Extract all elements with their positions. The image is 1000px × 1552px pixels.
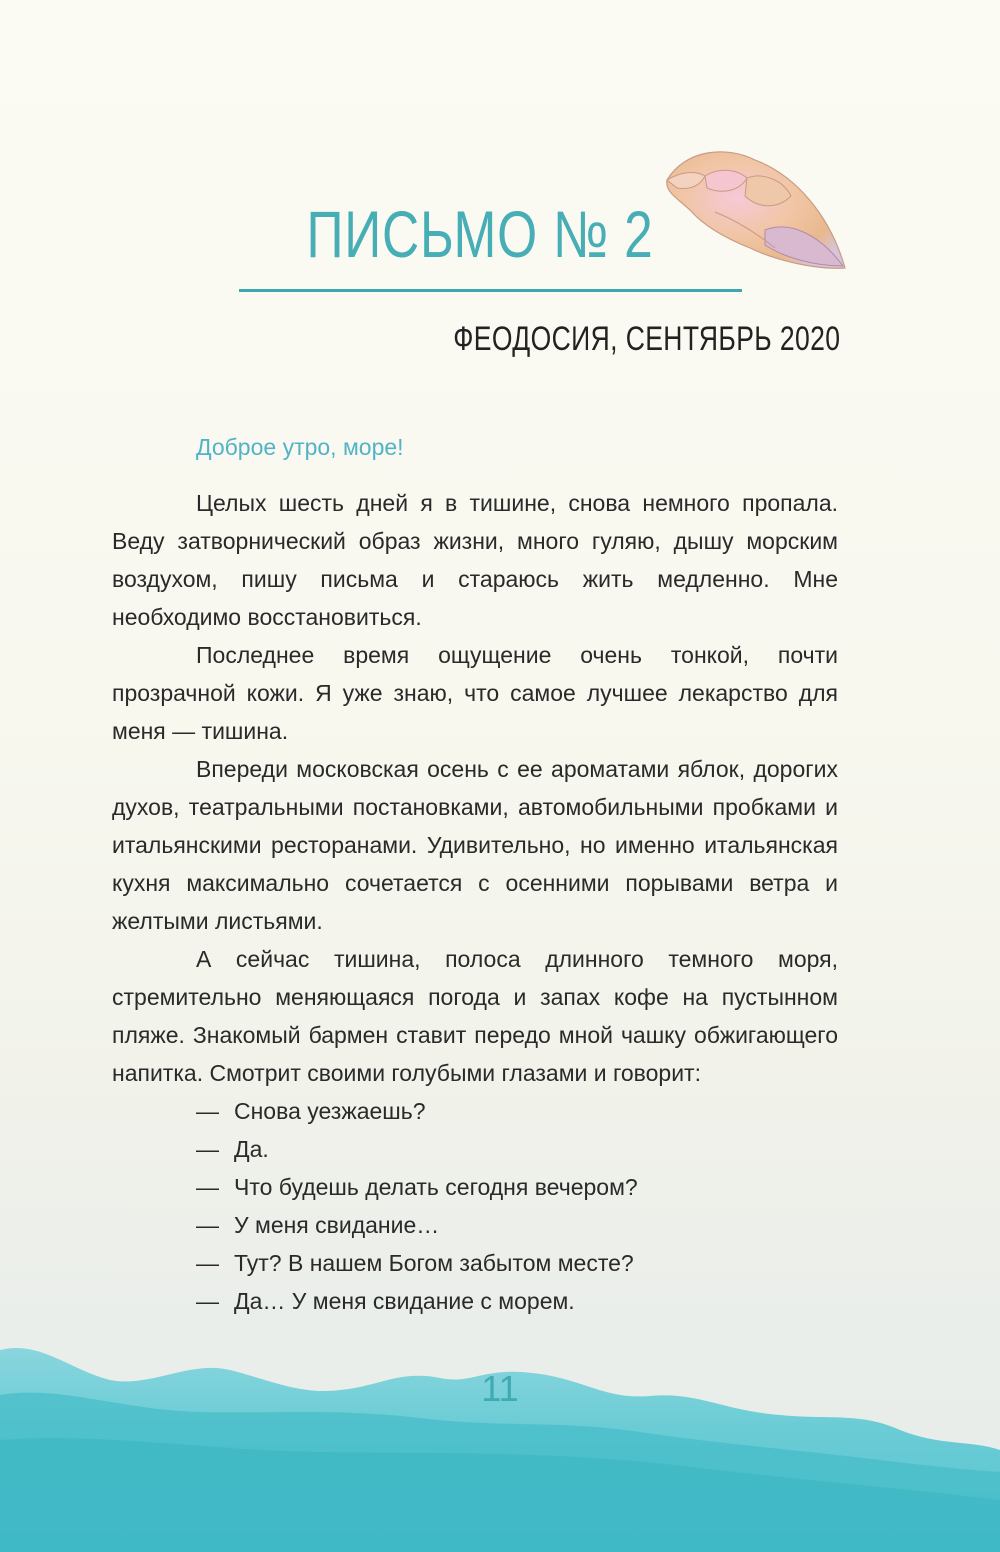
paragraph: Последнее время ощущение очень тонкой, почти прозрачной кожи. Я уже знаю, что самое лучшее лекарство для меня — тишина. [112,642,838,744]
dialogue-text: Что будешь делать сегодня вечером? [234,1174,638,1200]
sea-watercolor-band [0,1300,1000,1552]
chapter-title: ПИСЬМО № 2 [306,197,654,271]
dialogue-line [112,1168,838,1206]
letter-body [112,484,838,1320]
dialogue-dash: — [196,1174,219,1200]
dialogue-dash: — [196,1136,219,1162]
dialogue-line [112,1130,838,1168]
greeting-line: Доброе утро, море! [196,434,404,460]
letter-place-date: ФЕОДОСИЯ, СЕНТЯБРЬ 2020 [452,320,840,358]
dialogue-text: Тут? В нашем Богом забытом месте? [234,1250,634,1276]
dialogue-line [112,1092,838,1130]
paragraph: А сейчас тишина, полоса длинного темного моря, стремительно меняющаяся погода и запах кофе на пустынном пляже. Знакомый бармен ставит передо мной чашку обжигающего напитка. Смотрит своими голубыми глазами и говорит: [112,946,838,1086]
dialogue-text: Да… У меня свидание с морем. [234,1288,575,1314]
dialogue-dash: — [196,1288,219,1314]
dialogue-line [112,1206,838,1244]
dialogue-dash: — [196,1250,219,1276]
dialogue-text: У меня свидание… [234,1212,440,1238]
paragraph: Целых шесть дней я в тишине, снова немного пропала. Веду затворнический образ жизни, много гуляю, дышу морским воздухом, пишу письма и стараюсь жить медленно. Мне необходимо восстановиться. [112,490,838,630]
paragraph: Впереди московская осень с ее ароматами яблок, дорогих духов, театральными постановками, автомобильными пробками и итальянскими ресторанами. Удивительно, но именно итальянская кухня максимально сочетается с осенними порывами ветра и желтыми листьями. [112,756,838,934]
dialogue-text: Да. [234,1136,269,1162]
dialogue-text: Снова уезжаешь? [234,1098,426,1124]
dialogue-dash: — [196,1098,219,1124]
dialogue-dash: — [196,1212,219,1238]
dialogue-line [112,1244,838,1282]
page-number: 11 [481,1368,519,1409]
seashell-illustration [655,120,855,290]
